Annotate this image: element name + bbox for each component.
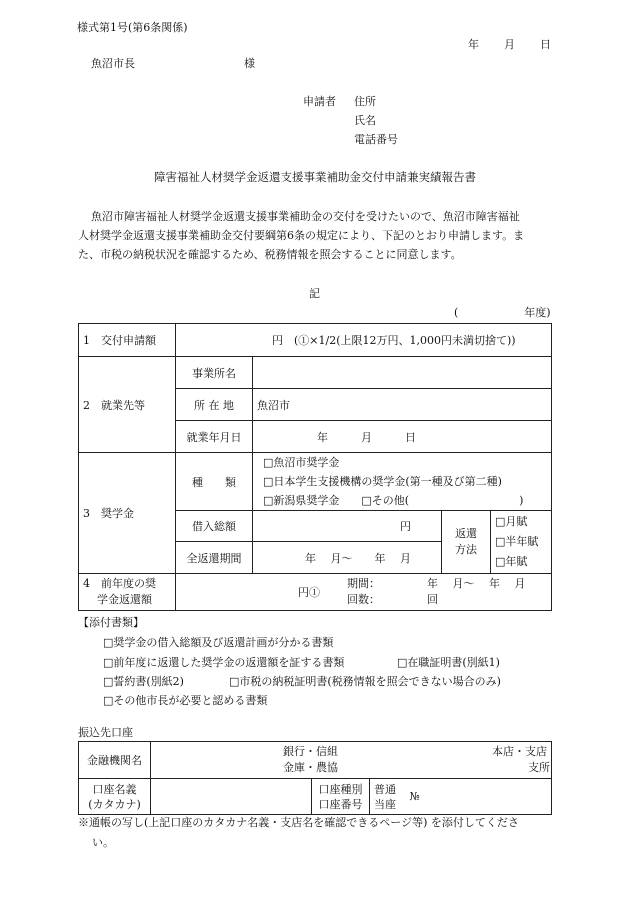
repay-method-label-1: 返還 [455, 527, 477, 540]
office-name-label: 事業所名 [176, 357, 253, 389]
institution-label: 金融機関名 [79, 742, 151, 779]
account-type-label: 口座種別 [318, 782, 363, 796]
office-name-field[interactable] [253, 357, 552, 389]
futsu-option[interactable]: 普通 [374, 782, 396, 796]
prev-year-amount-field[interactable]: 円① [298, 586, 320, 599]
intro-line-1: 魚沼市障害福祉人材奨学金返還支援事業補助金の交付を受けたいので、魚沼市障害福祉 [91, 210, 520, 223]
grant-amount-label: 1 交付申請額 [79, 324, 176, 357]
branch-type-2[interactable]: 支所 [528, 761, 550, 774]
prev-period-label: 期間： [347, 577, 380, 590]
branch-type-1[interactable]: 本店・支店 [492, 745, 547, 758]
document-title: 障害福祉人材奨学金返還支援事業補助金交付申請兼実績報告書 [154, 170, 476, 184]
grant-amount-field[interactable]: 円 (①×1/2(上限12万円、1,000円未満切捨て)) [176, 324, 552, 357]
account-number-label: 口座番号 [318, 797, 363, 811]
prev-count-field[interactable]: 回 [427, 593, 438, 606]
account-number-field[interactable]: № [409, 790, 420, 803]
form-number: 様式第1号(第6条関係) [77, 21, 188, 34]
bank-heading: 振込先口座 [78, 726, 133, 739]
toza-option[interactable]: 当座 [374, 797, 396, 811]
type-option-jasso[interactable]: □日本学生支援機構の奨学金(第一種及び第二種) [263, 475, 502, 488]
repay-option-monthly[interactable]: □月賦 [495, 515, 528, 528]
employment-date-field[interactable]: 年 月 日 [253, 421, 552, 453]
intro-line-3: た、市税の納税状況を確認するため、税務情報を照会することに同意します。 [78, 248, 462, 261]
ki-heading: 記 [309, 287, 320, 300]
attachment-loan-plan[interactable]: □奨学金の借入総額及び返還計画が分かる書類 [103, 636, 334, 649]
loan-total-label: 借入総額 [176, 511, 253, 542]
applicant-label: 申請者 [303, 95, 336, 108]
bank-table [78, 741, 552, 815]
repay-period-field[interactable]: 年 月～ 年 月 [253, 542, 442, 574]
employment-date-label: 就業年月日 [176, 421, 253, 453]
type-option-uonuma[interactable]: □魚沼市奨学金 [263, 456, 340, 469]
prev-count-label: 回数： [347, 593, 380, 606]
attachment-other[interactable]: □その他市長が必要と認める書類 [103, 694, 268, 707]
addressee-suffix: 様 [244, 57, 255, 70]
application-table [78, 323, 552, 611]
type-label: 種 類 [176, 453, 253, 511]
holder-name-field[interactable] [151, 779, 312, 815]
note-line-1: ※通帳の写し(上記口座のカタカナ名義・支店名を確認できるページ等) を添付してくださ [78, 816, 519, 829]
attachment-repay-proof[interactable]: □前年度に返還した奨学金の返還額を証する書類 [103, 656, 345, 669]
repay-period-label: 全返還期間 [176, 542, 253, 574]
date-placeholder: 年 月 日 [468, 38, 552, 51]
prev-period-field[interactable]: 年 月～ 年 月 [427, 577, 526, 590]
bank-type-1[interactable]: 銀行・信組 [283, 745, 338, 758]
intro-line-2: 人材奨学金返還支援事業補助金交付要綱第6条の規定により、下記のとおり申請します。ま [78, 229, 525, 242]
attachment-tax-cert[interactable]: □市税の納税証明書(税務情報を照会できない場合のみ) [229, 675, 501, 688]
prev-year-label-2: 学金返還額 [97, 593, 152, 606]
holder-label-2: (カタカナ) [88, 797, 141, 811]
type-option-niigata-other[interactable]: □新潟県奨学金 □その他( ) [263, 494, 524, 507]
prev-year-label-1: 4 前年度の奨 [83, 577, 156, 590]
phone-label: 電話番号 [354, 133, 398, 146]
loan-total-field[interactable]: 円 [253, 511, 442, 542]
attachments-heading: 【添付書類】 [78, 616, 144, 629]
address-label: 住所 [354, 95, 376, 108]
repay-option-annual[interactable]: □年賦 [495, 555, 528, 568]
repay-option-semiannual[interactable]: □半年賦 [495, 535, 539, 548]
holder-label-1: 口座名義 [92, 782, 137, 796]
fiscal-year: ( 年度) [454, 306, 551, 319]
name-label: 氏名 [354, 114, 376, 127]
note-line-2: い。 [92, 836, 114, 849]
location-field[interactable]: 魚沼市 [253, 389, 552, 421]
repay-method-label-2: 方法 [455, 543, 477, 556]
employment-label: 2 就業先等 [79, 357, 176, 453]
bank-type-2[interactable]: 金庫・農協 [283, 761, 338, 774]
scholarship-label: 3 奨学金 [79, 453, 176, 574]
location-label: 所 在 地 [176, 389, 253, 421]
attachment-pledge[interactable]: □誓約書(別紙2) [103, 675, 184, 688]
addressee: 魚沼市長 [91, 57, 135, 70]
attachment-employment-cert[interactable]: □在職証明書(別紙1) [397, 656, 500, 669]
